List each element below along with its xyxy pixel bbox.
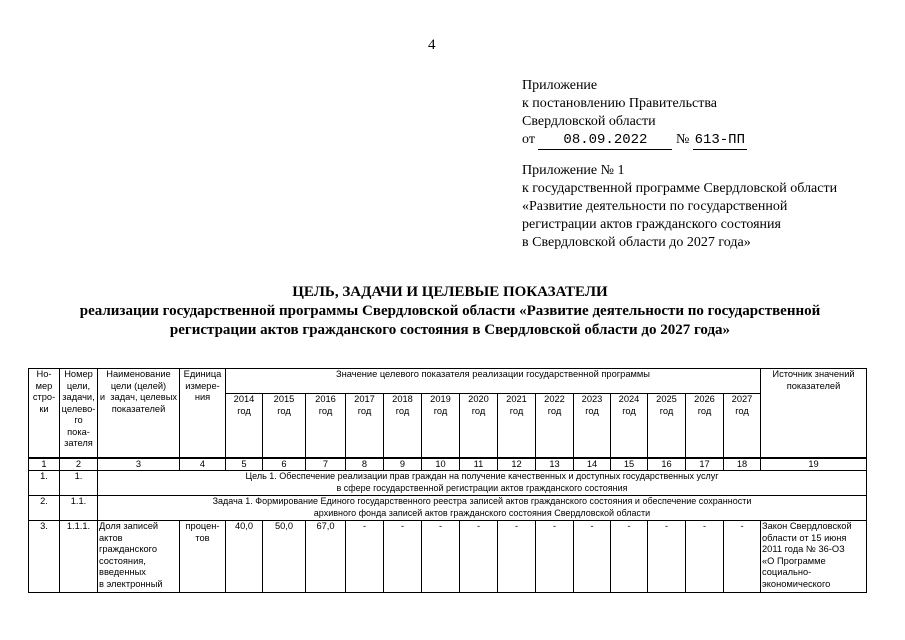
appendix-line: Приложение [522,78,598,93]
value-2025: - [648,521,686,593]
value-2024: - [611,521,648,593]
value-2016: 67,0 [306,521,346,593]
year-2016: 2016 год [306,394,346,458]
date-prefix: от [522,132,535,147]
appendix-date-line [522,131,747,150]
year-2025: 2025 год [648,394,686,458]
appendix2-line: Приложение № 1 [522,163,625,178]
year-2015: 2015 год [263,394,306,458]
indicator-code: 1.1.1. [60,521,98,593]
appendix2-line: в Свердловской области до 2027 года» [522,235,751,250]
value-2015: 50,0 [263,521,306,593]
appendix2-line: к государственной программе Свердловской области [522,181,838,196]
value-2023: - [574,521,611,593]
task-row [29,496,867,521]
year-2017: 2017 год [346,394,384,458]
indicator-unit: процен- тов [180,521,226,593]
appendix-line: Свердловской области [522,114,656,129]
header-row-number: Но- мер стро- ки [29,369,60,458]
year-2021: 2021 год [498,394,536,458]
header-source: Источник значений показателей [761,369,867,458]
appendix2-line: «Развитие деятельности по государственной [522,199,788,214]
year-2014: 2014 год [226,394,263,458]
header-unit: Единица измере- ния [180,369,226,458]
year-2020: 2020 год [460,394,498,458]
title-line: ЦЕЛЬ, ЗАДАЧИ И ЦЕЛЕВЫЕ ПОКАЗАТЕЛИ [292,284,608,300]
value-2017: - [346,521,384,593]
value-2020: - [460,521,498,593]
year-2024: 2024 год [611,394,648,458]
year-2026: 2026 год [686,394,724,458]
goal-row [29,471,867,496]
value-2014: 40,0 [226,521,263,593]
appendix2-block [522,162,837,252]
task-code: 1.1. [60,496,98,521]
year-2027: 2027 год [724,394,761,458]
document-title [40,283,860,340]
header-goal-number: Номер цели, задачи, целево- го пока- зателя [60,369,98,458]
column-numbers-row: 1 2 3 4 5 6 7 8 9 10 11 12 13 14 15 16 17 18 19 [29,458,867,471]
title-line: регистрации актов гражданского состояния в Свердловской области до 2027 года» [169,322,731,338]
goal-text: Цель 1. Обеспечение реализации прав граждан на получение качественных и доступных государственных услуг в сфере государственной регистрации актов гражданского состояния [98,471,867,496]
header-row [29,369,867,394]
resolution-date: 08.09.2022 [538,131,672,150]
header-indicator-name: Наименование цели (целей) и задач, целевых показателей [98,369,180,458]
resolution-number: 613-ПП [694,132,745,148]
title-line: реализации государственной программы Свердловской области «Развитие деятельности по государственной [79,303,821,319]
goal-code: 1. [60,471,98,496]
goal-row-number: 1. [29,471,60,496]
indicator-row [29,521,867,593]
indicator-name: Доля записей актов гражданского состояния, введенных в электронный [98,521,180,593]
task-row-number: 2. [29,496,60,521]
value-2022: - [536,521,574,593]
header-values-title: Значение целевого показателя реализации государственной программы [226,369,761,394]
appendix-line: к постановлению Правительства [522,96,718,111]
page-number: 4 [428,37,436,53]
indicator-source: Закон Свердловской области от 15 июня 2011 года № 36-ОЗ «О Программе социально- экономического [761,521,867,593]
value-2027: - [724,521,761,593]
task-text: Задача 1. Формирование Единого государственного реестра записей актов гражданского состояния и обеспечение сохранности архивного фонда записей актов гражданского состояния Свердловской области [98,496,867,521]
year-2019: 2019 год [422,394,460,458]
value-2021: - [498,521,536,593]
indicator-row-number: 3. [29,521,60,593]
appendix-block [522,77,747,150]
indicators-table [28,368,867,593]
value-2019: - [422,521,460,593]
number-prefix: № [675,132,690,147]
value-2026: - [686,521,724,593]
year-2018: 2018 год [384,394,422,458]
year-2022: 2022 год [536,394,574,458]
value-2018: - [384,521,422,593]
year-2023: 2023 год [574,394,611,458]
appendix2-line: регистрации актов гражданского состояния [522,217,781,232]
